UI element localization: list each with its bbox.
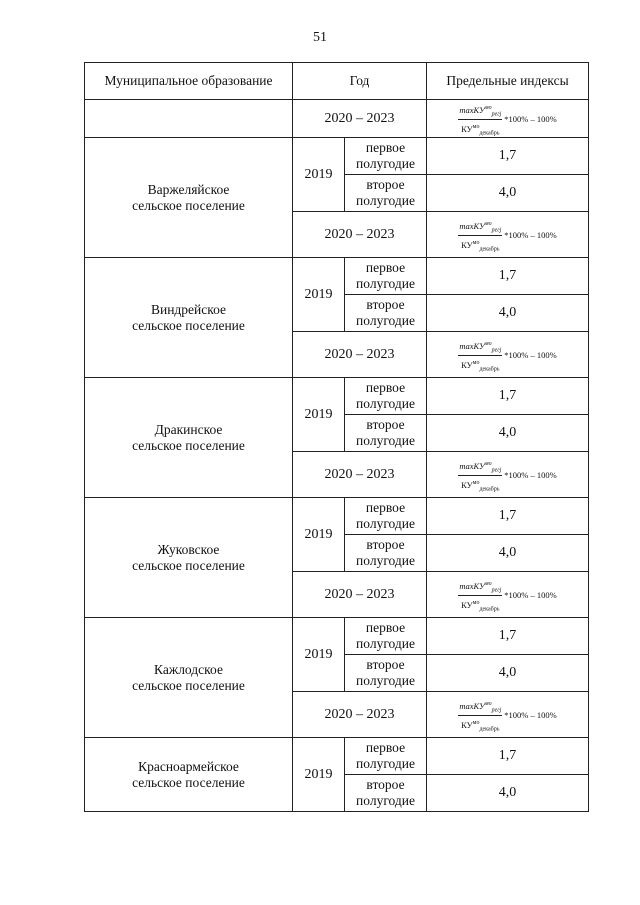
index-value: 4,0 (427, 415, 589, 452)
denominator-base: КУ (461, 599, 473, 610)
half-year-cell (345, 618, 427, 655)
municipality-name: Кажлодское (154, 661, 223, 677)
municipality-cell (85, 618, 293, 738)
numerator-sub: регj (491, 111, 502, 118)
half-year-cell (345, 378, 427, 415)
formula-cell (427, 212, 589, 258)
index-value: 1,7 (427, 738, 589, 775)
index-formula (458, 338, 556, 373)
denominator-base: КУ (461, 359, 473, 370)
numerator-sup: мо (484, 580, 492, 587)
half-year-word: полугодие (356, 516, 415, 531)
half-year-cell (345, 655, 427, 692)
denominator-sup: мо (472, 123, 480, 130)
numerator-base: maxКУ (459, 220, 485, 231)
table-row (85, 138, 589, 175)
denominator-base: КУ (461, 123, 473, 134)
table-row (85, 618, 589, 655)
half-year-cell (345, 138, 427, 175)
municipality-name: Жуковское (157, 541, 220, 557)
formula-tail: *100% – 100% (504, 230, 557, 240)
denominator-sup: мо (472, 239, 480, 246)
formula-cell (427, 100, 589, 138)
denominator-base: КУ (461, 719, 473, 730)
formula-cell (427, 452, 589, 498)
half-year-cell (345, 258, 427, 295)
index-value: 4,0 (427, 295, 589, 332)
denominator-sup: мо (472, 599, 480, 606)
period-cell: 2020 – 2023 (293, 100, 427, 138)
formula-tail: *100% – 100% (504, 114, 557, 124)
municipality-cell (85, 138, 293, 258)
half-year-label: первое (365, 500, 406, 515)
numerator-base: maxКУ (459, 700, 485, 711)
formula-denominator (460, 356, 500, 373)
half-year-cell (345, 415, 427, 452)
half-year-word: полугодие (356, 156, 415, 171)
half-year-cell (345, 738, 427, 775)
half-year-word: полугодие (356, 276, 415, 291)
numerator-base: maxКУ (459, 460, 485, 471)
half-year-word: полугодие (356, 553, 415, 568)
formula-tail: *100% – 100% (504, 710, 557, 720)
index-table (84, 62, 589, 812)
formula-tail: *100% – 100% (504, 590, 557, 600)
index-value: 4,0 (427, 655, 589, 692)
formula-tail: *100% – 100% (504, 470, 557, 480)
table-row (85, 738, 589, 775)
formula-fraction (458, 578, 502, 613)
half-year-cell (345, 295, 427, 332)
period-cell: 2020 – 2023 (293, 572, 427, 618)
half-year-word: полугодие (356, 756, 415, 771)
index-value: 4,0 (427, 535, 589, 572)
index-formula (458, 458, 556, 493)
municipality-name: Варжеляйское (147, 181, 230, 197)
half-year-cell (345, 498, 427, 535)
municipality-name: Красноармейское (138, 758, 239, 774)
period-cell: 2020 – 2023 (293, 692, 427, 738)
half-year-label: второе (366, 297, 405, 312)
formula-denominator (460, 236, 500, 253)
municipality-cell (85, 258, 293, 378)
denominator-base: КУ (461, 479, 473, 490)
index-value: 1,7 (427, 138, 589, 175)
header-year: Год (293, 63, 427, 100)
denominator-sub: декабрь (479, 366, 500, 373)
table-row (85, 258, 589, 295)
numerator-sup: мо (484, 700, 492, 707)
half-year-word: полугодие (356, 396, 415, 411)
numerator-sub: регj (491, 467, 502, 474)
denominator-sub: декабрь (479, 606, 500, 613)
formula-numerator (458, 578, 502, 596)
municipality-cell (85, 498, 293, 618)
municipality-name: Дракинское (154, 421, 223, 437)
numerator-base: maxКУ (459, 580, 485, 591)
half-year-label: второе (366, 177, 405, 192)
numerator-base: maxКУ (459, 104, 485, 115)
denominator-sub: декабрь (479, 486, 500, 493)
half-year-word: полугодие (356, 793, 415, 808)
index-value: 4,0 (427, 175, 589, 212)
formula-fraction (458, 218, 502, 253)
denominator-sub: декабрь (479, 246, 500, 253)
municipality-type: сельское поселение (132, 317, 245, 333)
formula-denominator (460, 716, 500, 733)
top-period-row (85, 100, 589, 138)
numerator-sub: регj (491, 587, 502, 594)
formula-tail: *100% – 100% (504, 350, 557, 360)
municipality-type: сельское поселение (132, 197, 245, 213)
index-value: 1,7 (427, 618, 589, 655)
half-year-label: второе (366, 537, 405, 552)
half-year-label: первое (365, 620, 406, 635)
numerator-sub: регj (491, 347, 502, 354)
half-year-word: полугодие (356, 636, 415, 651)
formula-fraction (458, 102, 502, 137)
half-year-cell (345, 775, 427, 812)
formula-denominator (460, 120, 500, 137)
header-row (85, 63, 589, 100)
table-row (85, 378, 589, 415)
formula-numerator (458, 338, 502, 356)
municipality-type: сельское поселение (132, 437, 245, 453)
numerator-sup: мо (484, 104, 492, 111)
municipality-type: сельское поселение (132, 677, 245, 693)
half-year-word: полугодие (356, 193, 415, 208)
formula-numerator (458, 698, 502, 716)
half-year-label: первое (365, 380, 406, 395)
municipality-type: сельское поселение (132, 557, 245, 573)
year-cell: 2019 (293, 258, 345, 332)
empty-municipality-cell (85, 100, 293, 138)
year-cell: 2019 (293, 378, 345, 452)
formula-cell (427, 332, 589, 378)
formula-fraction (458, 458, 502, 493)
numerator-sub: регj (491, 707, 502, 714)
formula-denominator (460, 596, 500, 613)
formula-denominator (460, 476, 500, 493)
denominator-sub: декабрь (479, 130, 500, 137)
index-value: 4,0 (427, 775, 589, 812)
formula-cell (427, 692, 589, 738)
denominator-sup: мо (472, 719, 480, 726)
period-cell: 2020 – 2023 (293, 332, 427, 378)
table-row (85, 498, 589, 535)
index-value: 1,7 (427, 378, 589, 415)
index-formula (458, 578, 556, 613)
index-formula (458, 218, 556, 253)
municipality-cell (85, 738, 293, 812)
numerator-sup: мо (484, 340, 492, 347)
numerator-sup: мо (484, 460, 492, 467)
year-cell: 2019 (293, 498, 345, 572)
index-value: 1,7 (427, 258, 589, 295)
numerator-sub: регj (491, 227, 502, 234)
half-year-label: второе (366, 777, 405, 792)
period-cell: 2020 – 2023 (293, 212, 427, 258)
year-cell: 2019 (293, 138, 345, 212)
formula-cell (427, 572, 589, 618)
denominator-base: КУ (461, 239, 473, 250)
half-year-label: первое (365, 260, 406, 275)
index-value: 1,7 (427, 498, 589, 535)
half-year-label: первое (365, 140, 406, 155)
half-year-word: полугодие (356, 673, 415, 688)
denominator-sup: мо (472, 479, 480, 486)
half-year-cell (345, 175, 427, 212)
formula-numerator (458, 218, 502, 236)
numerator-base: maxКУ (459, 340, 485, 351)
half-year-cell (345, 535, 427, 572)
index-formula (458, 102, 556, 137)
half-year-word: полугодие (356, 433, 415, 448)
numerator-sup: мо (484, 220, 492, 227)
index-formula (458, 698, 556, 733)
header-municipality: Муниципальное образование (85, 63, 293, 100)
formula-fraction (458, 698, 502, 733)
denominator-sup: мо (472, 359, 480, 366)
formula-numerator (458, 102, 502, 120)
municipality-cell (85, 378, 293, 498)
municipality-type: сельское поселение (132, 774, 245, 790)
denominator-sub: декабрь (479, 726, 500, 733)
year-cell: 2019 (293, 738, 345, 812)
half-year-word: полугодие (356, 313, 415, 328)
formula-fraction (458, 338, 502, 373)
half-year-label: второе (366, 657, 405, 672)
municipality-name: Виндрейское (150, 301, 227, 317)
half-year-label: второе (366, 417, 405, 432)
half-year-label: первое (365, 740, 406, 755)
header-index: Предельные индексы (427, 63, 589, 100)
period-cell: 2020 – 2023 (293, 452, 427, 498)
formula-numerator (458, 458, 502, 476)
page-number: 51 (313, 30, 327, 45)
year-cell: 2019 (293, 618, 345, 692)
